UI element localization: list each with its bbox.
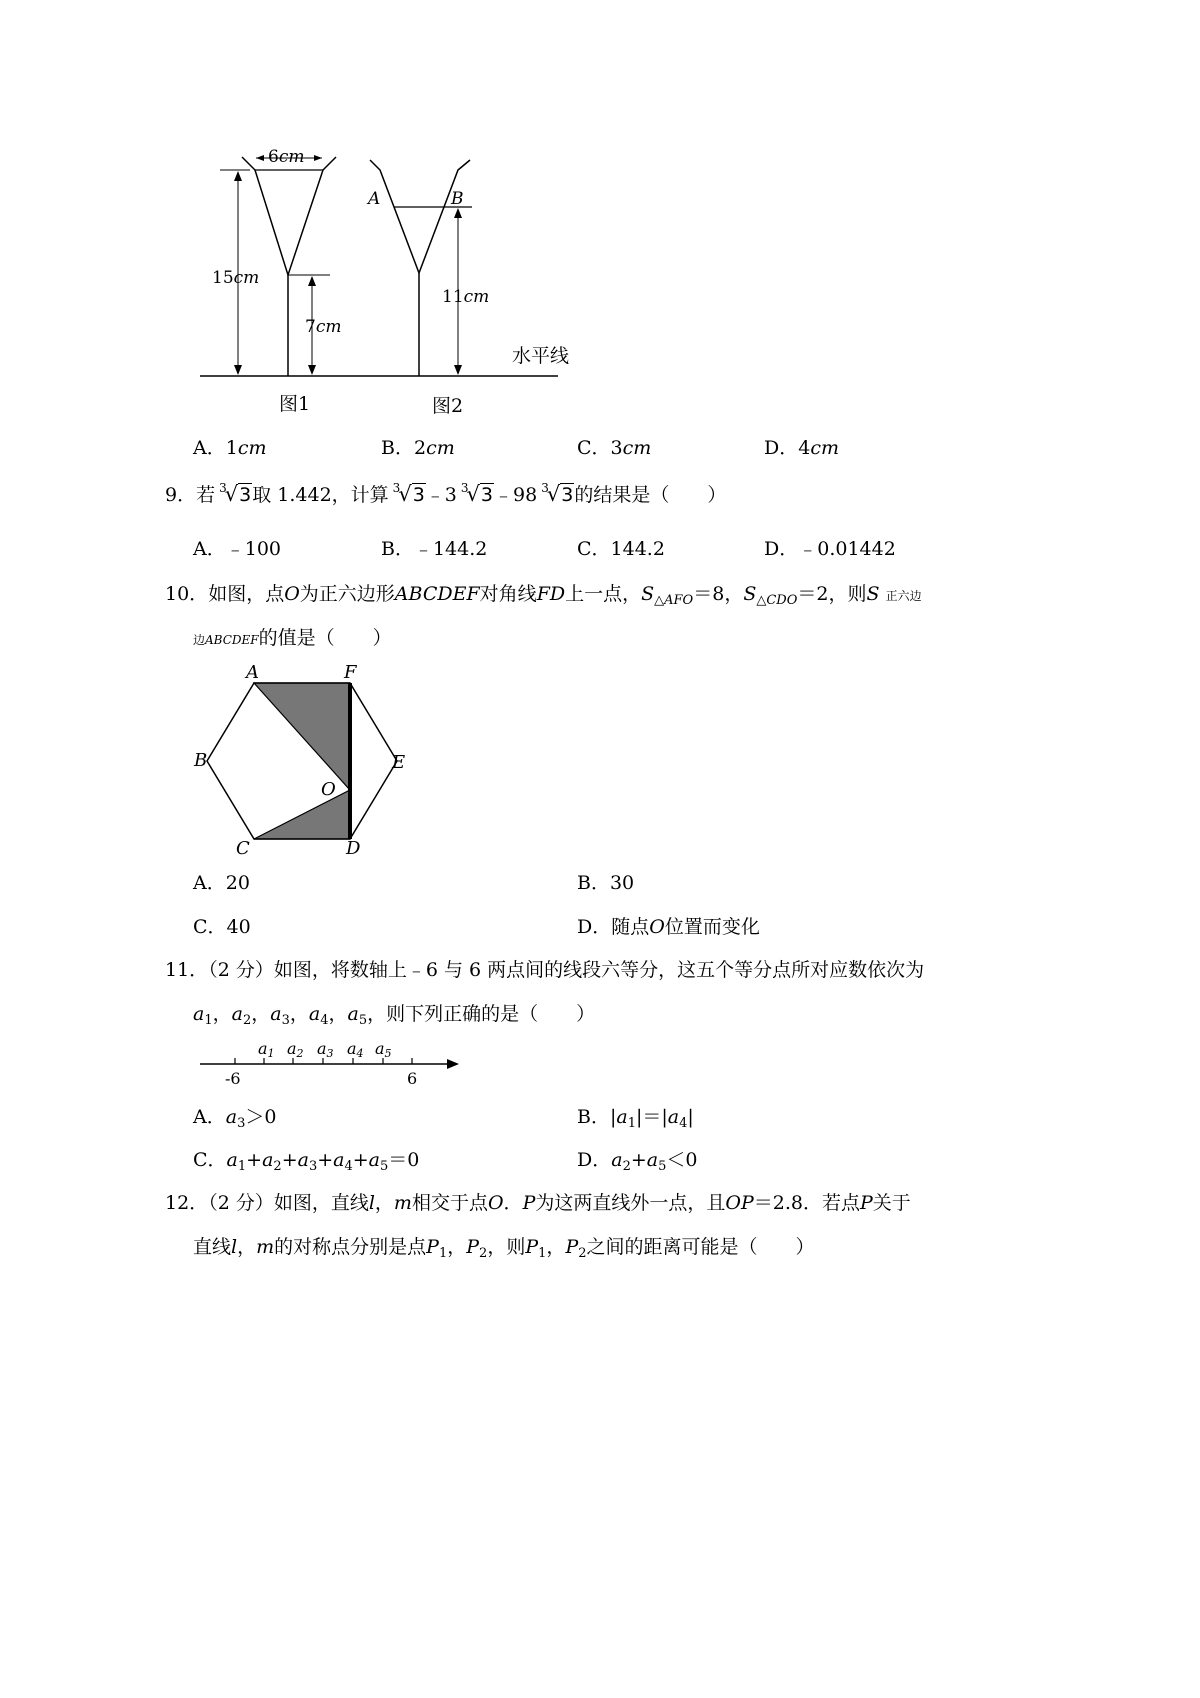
axis-label-right: 6	[407, 1069, 418, 1088]
q11-option-d[interactable]: D．$a_2+a_5<0$	[577, 1149, 698, 1174]
fig2-point-b: B	[451, 189, 464, 209]
q10-option-a[interactable]: A．20	[193, 872, 250, 894]
q11-option-b[interactable]: B．$|a_1|=|a_4|$	[577, 1106, 694, 1131]
q8-option-d[interactable]: D．4cm	[764, 437, 839, 459]
hex-label-o: O	[321, 779, 336, 800]
hex-label-e: E	[392, 752, 406, 773]
q8-option-a[interactable]: A．1cm	[193, 437, 267, 459]
cube-root: $^3$√3	[219, 481, 252, 506]
q11-number-line	[195, 1036, 465, 1088]
hex-label-d: D	[346, 838, 361, 859]
q11-stem-line2: $a_1$，$a_2$，$a_3$，$a_4$，$a_5$，则下列正确的是（ ）	[193, 1003, 596, 1028]
hex-label-b: B	[194, 750, 208, 771]
q11-option-a[interactable]: A．$a_3>0$	[193, 1106, 277, 1131]
fig1-caption: 图1	[279, 393, 311, 415]
cube-root: $^3$√3	[460, 481, 494, 506]
q8-option-c[interactable]: C．3cm	[577, 437, 652, 459]
fig2-point-a: A	[368, 189, 381, 209]
axis-label-a5: a5	[375, 1039, 392, 1060]
q9-option-c[interactable]: C．144.2	[577, 538, 665, 560]
fig2-caption: 图2	[432, 395, 464, 417]
q8-option-b[interactable]: B．2cm	[381, 437, 455, 459]
axis-label-left: -6	[225, 1069, 241, 1088]
q10-stem-line2: 边ABCDEF的值是（ ）	[193, 627, 392, 649]
fig1-height-label: 15cm	[212, 268, 260, 288]
axis-label-a3: a3	[317, 1039, 334, 1060]
q12-stem-line2: 直线l，m的对称点分别是点$P_1$，$P_2$，则$P_1$，$P_2$之间的距离可能是（ ）	[193, 1236, 815, 1261]
q10-hexagon-figure	[188, 658, 418, 863]
hex-label-a: A	[246, 662, 259, 683]
q9-stem: 9．若 $^3$√3取 1.442，计算 $^3$√3﹣3 $^3$√3﹣98 $^3$√3的结果是（ ）	[165, 482, 726, 509]
hex-label-c: C	[236, 838, 250, 859]
q9-option-b[interactable]: B．﹣144.2	[381, 538, 488, 560]
q9-option-a[interactable]: A．﹣100	[193, 538, 281, 560]
q10-option-d[interactable]: D．随点O位置而变化	[577, 916, 760, 938]
q12-stem-line1: 12．（2 分）如图，直线l，m相交于点O．P为这两直线外一点，且OP＝2.8．若点P关于	[165, 1192, 911, 1214]
fig2-height-label: 11cm	[442, 287, 490, 307]
q11-option-c[interactable]: C．$a_1+a_2+a_3+a_4+a_5=0$	[193, 1149, 420, 1174]
q11-stem-line1: 11．（2 分）如图，将数轴上﹣6 与 6 两点间的线段六等分，这五个等分点所对应数依次为	[165, 959, 925, 981]
axis-label-a2: a2	[287, 1039, 304, 1060]
q10-option-b[interactable]: B．30	[577, 872, 635, 894]
axis-label-a4: a4	[347, 1039, 364, 1060]
cube-root: $^3$√3	[392, 481, 425, 506]
q8-figure	[190, 140, 610, 430]
hex-label-f: F	[344, 662, 357, 683]
q10-stem-line1: 10．如图，点O为正六边形ABCDEF对角线FD上一点，$S_{\triangle AFO}=8$，$S_{\triangle CDO}=2$，则S 正六边	[165, 583, 922, 608]
horizon-label: 水平线	[512, 345, 570, 367]
cube-root: $^3$√3	[541, 481, 574, 506]
q10-option-c[interactable]: C．40	[193, 916, 251, 938]
fig1-stem-label: 7cm	[305, 317, 342, 337]
fig1-width-label: 6cm	[268, 147, 305, 167]
axis-label-a1: a1	[258, 1039, 275, 1060]
q9-option-d[interactable]: D．﹣0.01442	[764, 538, 896, 560]
